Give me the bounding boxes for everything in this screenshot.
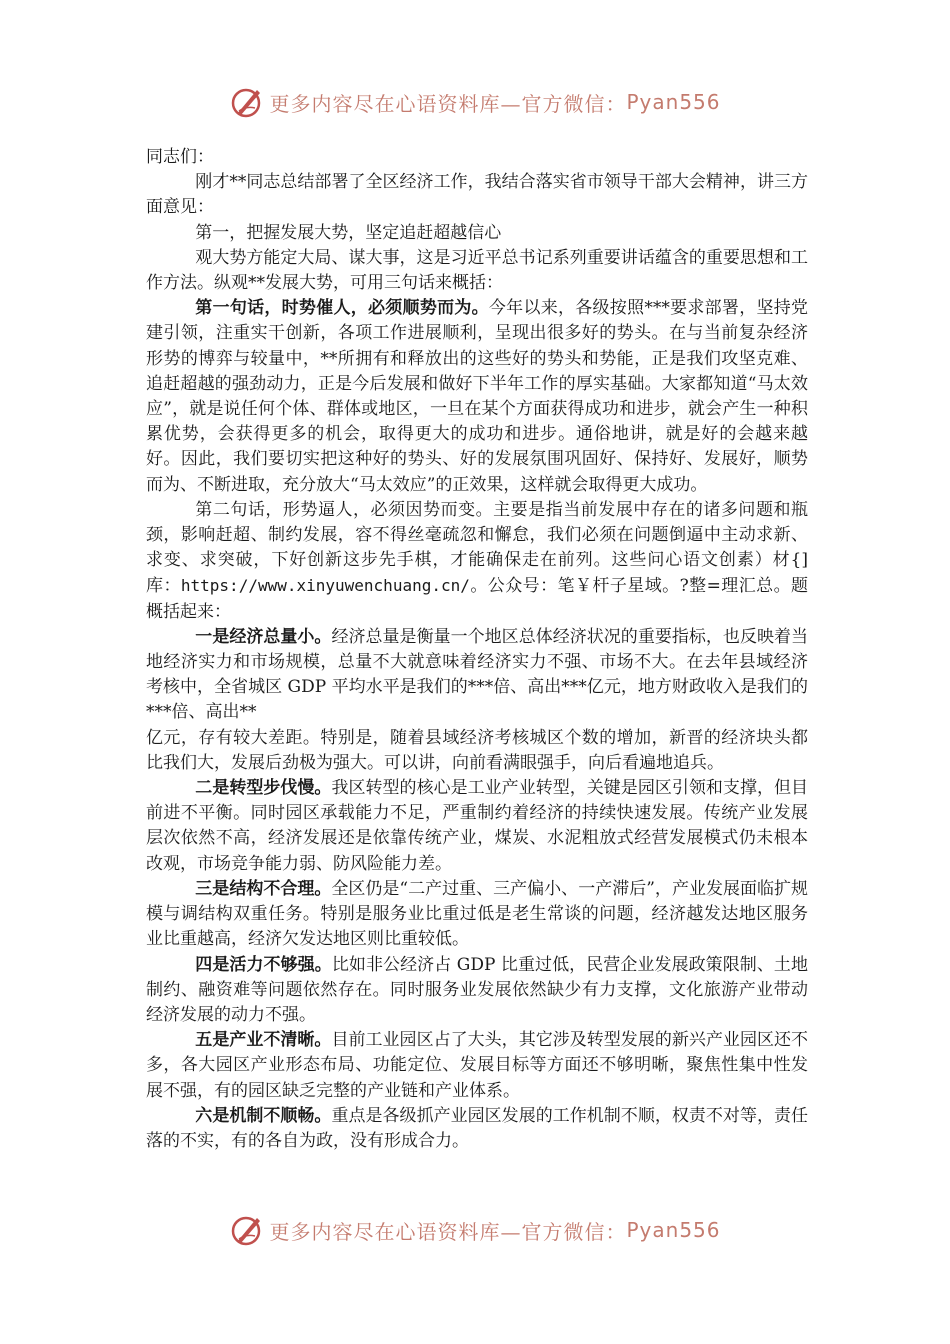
paragraph: 同志们： [146, 147, 214, 167]
document-body [146, 145, 808, 1154]
quill-logo-icon [229, 84, 265, 120]
paragraph: 三是结构不合理。全区仍是“二产过重、三产偏小、一产滞后”，产业发展面临扩规模与调结构双重任务。特别是服务业比重过低是老生常谈的问题，经济越发达地区服务业比重越高，经济欠发达地区则比重较低。 [146, 878, 808, 950]
watermark-text: 更多内容尽在心语资料库—官方微信： [269, 91, 627, 116]
lead-phrase: 第一句话，时势催人，必须顺势而为。 [195, 298, 489, 319]
paragraph: 第一句话，时势催人，必须顺势而为。今年以来，各级按照***要求部署，坚持党建引领，注重实干创新，各项工作进展顺利，呈现出很多好的势头。在与当前复杂经济形势的博弈与较量中，**所拥有和释放出的这些好的势头和势能，正是我们攻坚克难、追赶超越的强劲动力，正是今后发展和做好下半年工作的厚实基础。大家都知道“马太效应”，就是说任何个体、群体或地区，一旦在某个方面获得成功和进步，就会产生一种积累优势，会获得更多的机会，取得更大的成功和进步。通俗地讲，就是好的会越来越好。因此，我们要切实把这种好的势头、好的发展氛围巩固好、保持好、发展好，顺势而为、不断进取，充分放大“马太效应”的正效果，这样就会取得更大成功。 [146, 298, 809, 495]
header-watermark-banner [0, 82, 950, 122]
paragraph: 亿元，存有较大差距。特别是，随着县域经济考核城区个数的增加，新晋的经济块头都比我们大，发展后劲极为强大。可以讲，向前看满眼强手，向后看遍地追兵。 [146, 727, 808, 773]
quill-logo-icon [229, 1212, 265, 1248]
lead-phrase: 三是结构不合理。 [195, 878, 332, 899]
watermark-text: 更多内容尽在心语资料库—官方微信： [269, 1219, 627, 1244]
source-url: https://www.xinyuwenchuang.cn/ [180, 576, 470, 596]
footer-watermark-banner [0, 1210, 950, 1250]
paragraph: 刚才**同志总结部署了全区经济工作，我结合落实省市领导干部大会精神，讲三方面意见： [146, 172, 808, 218]
lead-phrase: 六是机制不顺畅。 [195, 1105, 332, 1126]
lead-phrase: 二是转型步伐慢。 [195, 778, 332, 799]
watermark-wechat-id: Pyan556 [626, 90, 721, 114]
paragraph: 五是产业不清晰。目前工业园区占了大头，其它涉及转型发展的新兴产业园区还不多，各大园区产业形态布局、功能定位、发展目标等方面还不够明晰，聚焦性集中性发展不强，有的园区缺乏完整的产业链和产业体系。 [146, 1030, 809, 1101]
paragraph: 四是活力不够强。比如非公经济占 GDP 比重过低，民营企业发展政策限制、土地制约、融资难等问题依然存在。同时服务业发展依然缺少有力支撑，文化旅游产业带动经济发展的动力不强。 [146, 954, 808, 1025]
watermark-wechat-id: Pyan556 [626, 1218, 721, 1242]
paragraph: 一是经济总量小。经济总量是衡量一个地区总体经济状况的重要指标，也反映着当地经济实力和市场规模，总量不大就意味着经济实力不强、市场不大。在去年县域经济考核中，全省城区 GDP 平均水平是我们的***倍、高出***亿元，地方财政收入是我们的***倍、高出** [146, 626, 809, 723]
section-heading: 第一，把握发展大势，坚定追赶超越信心 [195, 222, 502, 243]
lead-phrase: 一是经济总量小。 [195, 626, 332, 647]
paragraph: 六是机制不顺畅。重点是各级抓产业园区发展的工作机制不顺，权责不对等，责任落的不实，有的各自为政，没有形成合力。 [146, 1105, 809, 1151]
paragraph: 第二句话，形势逼人，必须因势而变。主要是指当前发展中存在的诸多问题和瓶颈，影响赶超、制约发展，容不得丝毫疏忽和懈怠，我们必须在问题倒逼中主动求新、求变、求突破，下好创新这步先手棋，才能确保走在前列。这些问心语文创素）材{]库：https://www.xinyuwenchuang.cn/。公众号：笔￥杆子星域。?整=理汇总。题概括起来： [146, 499, 809, 622]
paragraph: 观大势方能定大局、谋大事，这是习近平总书记系列重要讲话蕴含的重要思想和工作方法。纵观**发展大势，可用三句话来概括： [146, 247, 808, 294]
lead-phrase: 四是活力不够强。 [195, 954, 332, 975]
lead-phrase: 五是产业不清晰。 [195, 1030, 332, 1051]
paragraph: 二是转型步伐慢。我区转型的核心是工业产业转型，关键是园区引领和支撑，但目前进不平衡。同时园区承载能力不足，严重制约着经济的持续快速发展。传统产业发展层次依然不高，经济发展还是依靠传统产业，煤炭、水泥粗放式经营发展模式仍未根本改观，市场竞争能力弱、防风险能力差。 [146, 778, 809, 874]
